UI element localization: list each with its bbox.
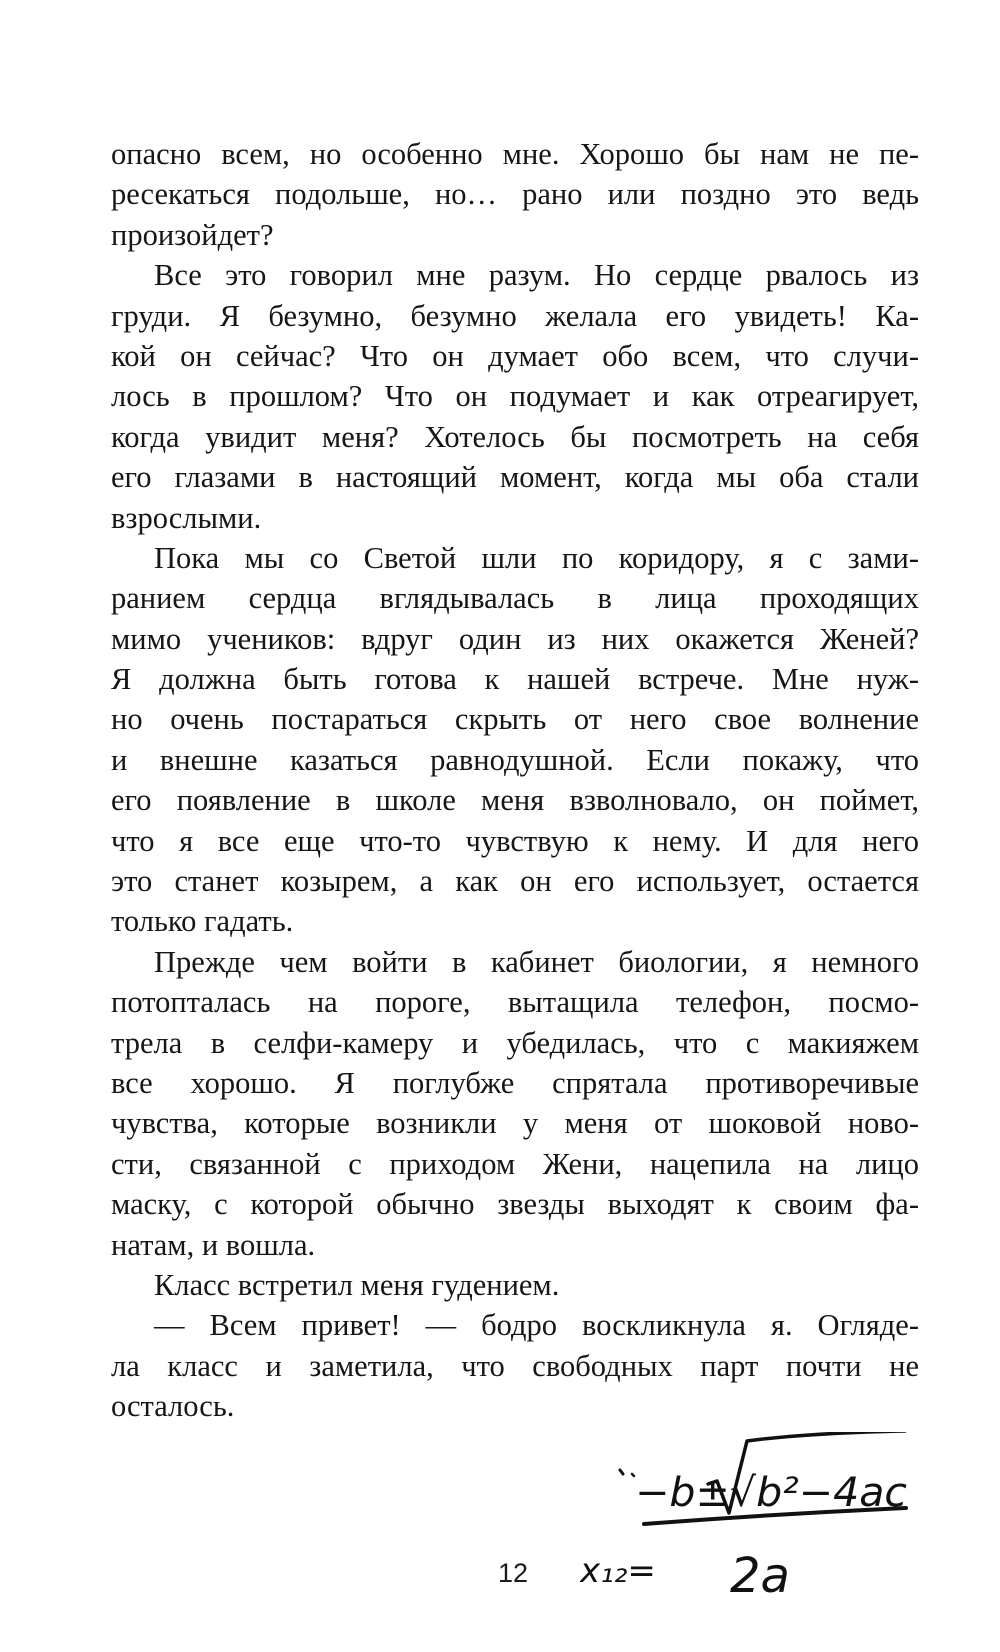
paragraph-3 <box>111 538 919 942</box>
text-line: произойдет? <box>111 217 274 252</box>
text-line: взрослыми. <box>111 500 262 535</box>
text-line: сти, связанной с приходом Жени, нацепила на лицо <box>111 1146 919 1181</box>
paragraph-6 <box>111 1305 919 1426</box>
text-line: только гадать. <box>111 904 294 939</box>
text-line: ранием сердца вглядывалась в лица проходящих <box>111 581 919 616</box>
text-line: Прежде чем войти в кабинет биологии, я немного <box>154 944 919 979</box>
text-line: когда увидит меня? Хотелось бы посмотреть на себя <box>111 419 919 454</box>
text-line: его глазами в настоящий момент, когда мы оба стали <box>111 460 919 495</box>
page-number: 12 <box>498 1558 529 1588</box>
text-line: его появление в школе меня взволновало, он поймет, <box>111 783 919 818</box>
formula-numerator: −b±√b²−4ac <box>635 1470 907 1516</box>
formula-denominator: 2a <box>730 1548 790 1604</box>
stray-mark <box>620 1470 623 1474</box>
text-line: это станет козырем, а как он его использует, остается <box>111 864 919 899</box>
page-body-text <box>111 134 919 1427</box>
text-line: ресекаться подольше, но… рано или поздно это ведь <box>111 177 919 212</box>
text-line: — Всем привет! — бодро воскликнула я. Огляде- <box>154 1308 919 1343</box>
text-line: лось в прошлом? Что он подумает и как отреагирует, <box>111 379 919 414</box>
stray-mark <box>632 1474 634 1476</box>
text-line: опасно всем, но особенно мне. Хорошо бы нам не пе- <box>111 137 919 171</box>
text-line: что я все еще что-то чувствую к нему. И для него <box>111 823 919 858</box>
text-line: Я должна быть готова к нашей встрече. Мне нуж- <box>111 662 919 697</box>
handwritten-formula <box>580 1432 925 1607</box>
text-line: натам, и вошла. <box>111 1227 316 1262</box>
text-line: и внешне казаться равнодушной. Если покажу, что <box>111 742 919 777</box>
text-line: Класс встретил меня гудением. <box>154 1267 560 1302</box>
text-line: потопталась на пороге, вытащила телефон, посмо- <box>111 985 919 1020</box>
text-line: осталось. <box>111 1389 235 1424</box>
text-line: ла класс и заметила, что свободных парт почти не <box>111 1348 919 1383</box>
text-line: маску, с которой обычно звезды выходят к своим фа- <box>111 1187 919 1222</box>
paragraph-1 <box>111 134 919 255</box>
paragraph-2 <box>111 255 919 538</box>
text-line: трела в селфи-камеру и убедилась, что с макияжем <box>111 1025 919 1060</box>
paragraph-5 <box>111 1265 919 1305</box>
text-line: чувства, которые возникли у меня от шоковой ново- <box>111 1106 919 1141</box>
text-line: Пока мы со Светой шли по коридору, я с зами- <box>154 540 919 575</box>
text-line: но очень постараться скрыть от него свое волнение <box>111 702 919 737</box>
paragraph-4 <box>111 942 919 1265</box>
formula-lhs: x₁₂= <box>580 1551 656 1591</box>
text-line: кой он сейчас? Что он думает обо всем, что случи- <box>111 338 919 373</box>
text-line: все хорошо. Я поглубже спрятала противоречивые <box>111 1065 919 1100</box>
text-line: Все это говорил мне разум. Но сердце рвалось из <box>154 258 919 293</box>
text-line: груди. Я безумно, безумно желала его увидеть! Ка- <box>111 298 919 333</box>
text-line: мимо учеников: вдруг один из них окажется Женей? <box>111 621 919 656</box>
